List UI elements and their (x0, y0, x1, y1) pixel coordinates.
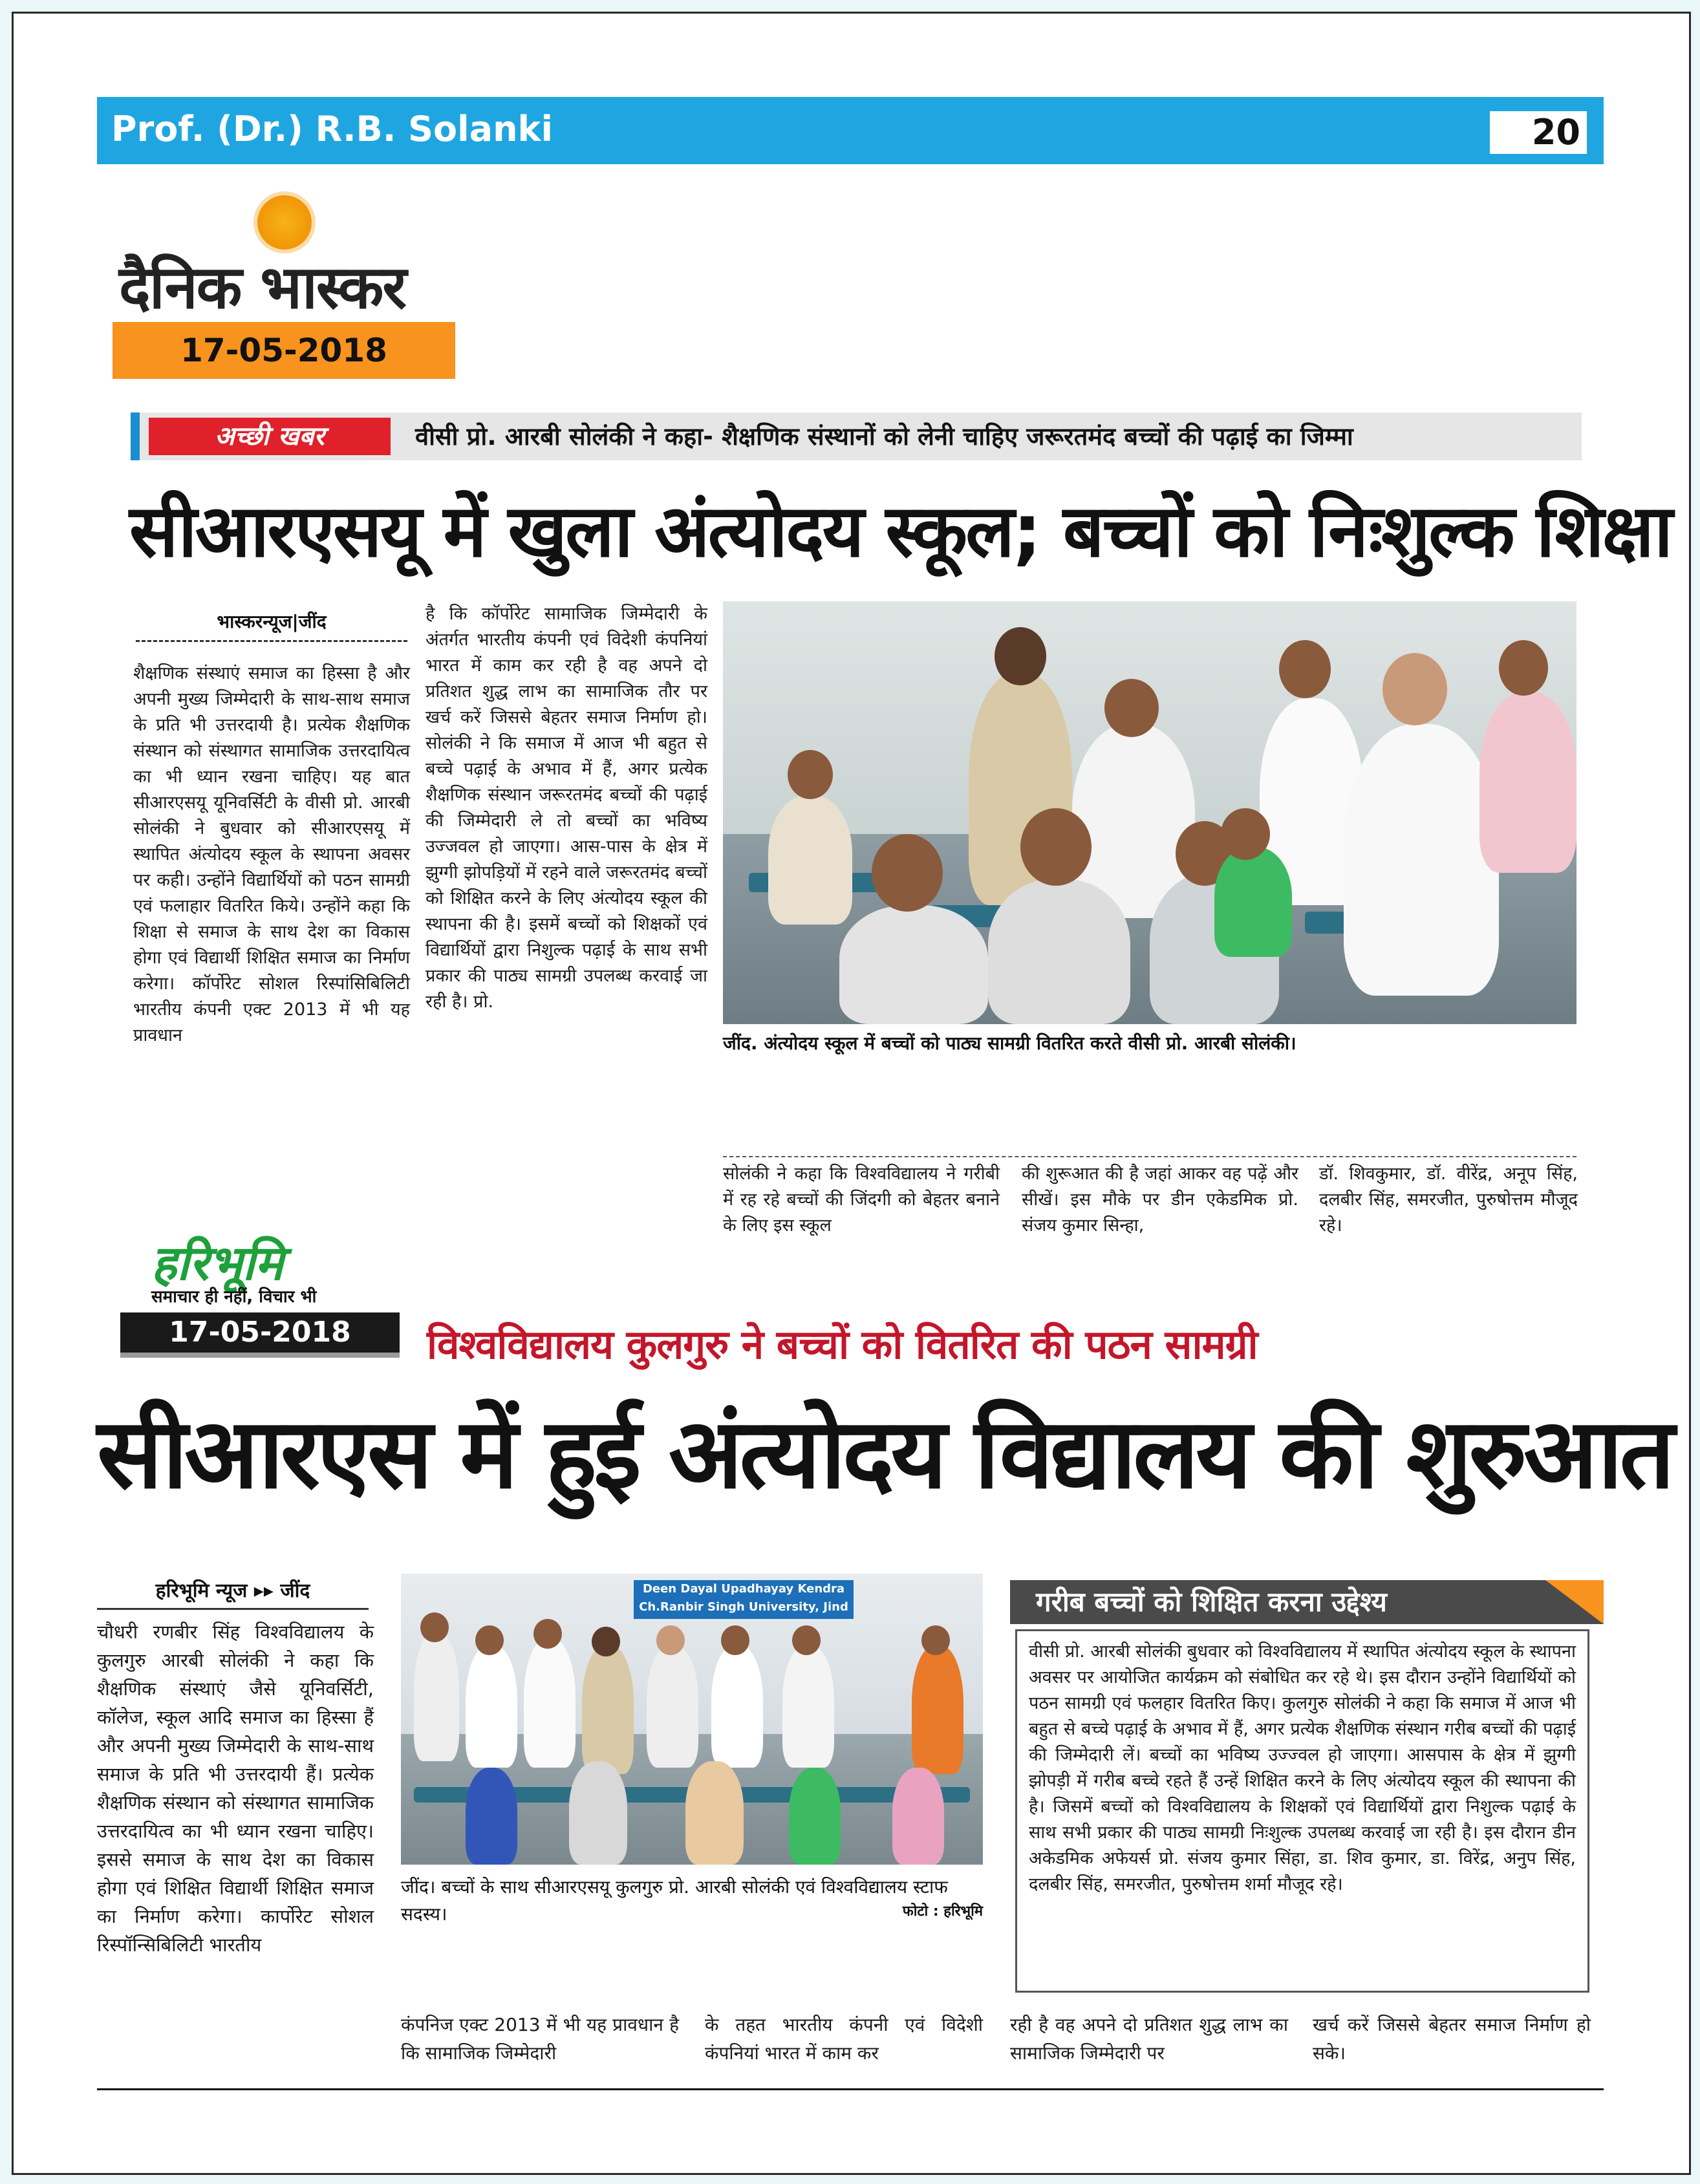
clipping2-photo-credit: फोटो : हरिभूमि (902, 1903, 983, 1920)
clipping2-bottom-col4: खर्च करें जिससे बेहतर समाज निर्माण हो सके। (1313, 2014, 1591, 2064)
clipping1-col2: है कि कॉर्पोरेट सामाजिक जिम्मेदारी के अंतर्गत भारतीय कंपनी एवं विदेशी कंपनियां भारत में काम कर रही है वह अपने दो प्रतिशत शुद्ध लाभ का सामाजिक तौर पर खर्च करें जिससे बेहतर समाज निर्माण हो। सोलंकी ने कि समाज में आज भी बहुत से बच्चे पढ़ाई के अभाव में हैं, अगर प्रत्येक शैक्षणिक संस्थान जरूरतमंद बच्चों की पढ़ाई की जिम्मेदारी ले तो बच्चों का भविष्य उज्जवल हो जाएगा। आस-पास के क्षेत्र में झुग्गी झोपड़ियों में रहने वाले जरूरतमंद बच्चों को शिक्षित करने के लिए अंत्योदय स्कूल की स्थापना की है। इसमें बच्चों को शिक्षकों एवं विद्यार्थियों द्वारा निशुल्क पढ़ाई के साथ सभी प्रकार की पाठ्य सामग्री उपलब्ध करवाई जा रही है। प्रो. (425, 604, 707, 1012)
banner-line1: Deen Dayal Upadhayay Kendra (642, 1582, 845, 1596)
clipping2-photo-caption: जींद। बच्चों के साथ सीआरएसयू कुलगुरु प्रो. आरबी सोलंकी एवं विश्वविद्यालय स्टाफ सदस्य। (401, 1876, 948, 1925)
clipping2-bottom-col3: रही है वह अपने दो प्रतिशत शुद्ध लाभ का सामाजिक जिम्मेदारी पर (1010, 2014, 1288, 2064)
clipping1-photo (723, 601, 1576, 1024)
author-name: Prof. (Dr.) R.B. Solanki (111, 109, 553, 149)
clipping1-col4: की शुरूआत की है जहां आकर वह पढ़ें और सीखें। इस मौके पर डीन एकेडमिक प्रो. संजय कुमार सिन्हा, (1022, 1164, 1298, 1236)
clipping2-bottom-col1: कंपनिज एक्ट 2013 में भी यह प्रावधान है कि सामाजिक जिम्मेदारी (401, 2014, 679, 2064)
sidebar-box-title (1010, 1580, 1604, 1624)
clipping1-kicker: वीसी प्रो. आरबी सोलंकी ने कहा- शैक्षणिक संस्थानों को लेनी चाहिए जरूरतमंद बच्चों की पढ़ाई का जिम्मा (415, 422, 1353, 451)
clipping1-col5: डॉ. शिवकुमार, डॉ. वीरेंद्र, अनूप सिंह, दलबीर सिंह, समरजीत, पुरुषोत्तम मौजूद रहे। (1319, 1164, 1578, 1236)
header-bar (97, 97, 1604, 164)
good-news-tag: अच्छी खबर (149, 418, 391, 455)
orange-corner-icon (1545, 1580, 1604, 1624)
banner-line2: Ch.Ranbir Singh University, Jind (639, 1600, 848, 1614)
sidebar-box: वीसी प्रो. आरबी सोलंकी बुधवार को विश्वविद्यालय में स्थापित अंत्योदय स्कूल के स्थापना अवसर पर आयोजित कार्यक्रम को संबोधित कर रहे थे। इस दौरान उन्होंने विद्यार्थियों को पठन सामग्री एवं फलहार वितरित किए। कुलगुरु सोलंकी ने कहा कि समाज में आज भी बहुत से बच्चे पढ़ाई के अभाव में हैं, अगर प्रत्येक शैक्षणिक संस्थान गरीब बच्चों की पढ़ाई की जिम्मेदारी लें। बच्चों का भविष्य उज्ज्वल हो जाएगा। आसपास के क्षेत्र में झुग्गी झोपड़ी में गरीब बच्चे रहते हैं उन्हें शिक्षित करने के लिए अंत्योदय स्कूल की स्थापना की है। जिसमें बच्चों को विश्वविद्यालय के शिक्षकों एवं विद्यार्थियों द्वारा निशुल्क पढ़ाई के साथ सभी प्रकार की पाठ्य सामग्री निःशुल्क उपलब्ध करवाई जा रही है। इस दौरान डीन अकेडमिक अफेयर्स प्रो. संजय कुमार सिंहा, डा. शिव कुमार, डा. विरेंद्र, अनुप सिंह, दलबीर सिंह, समरजीत, पुरुषोत्तम शर्मा मौजूद रहे। (1015, 1629, 1589, 1993)
clipping2-byline: हरिभूमि न्यूज ▸▸ जींद (97, 1576, 369, 1610)
clipping2-headline: सीआरएस में हुई अंत्योदय विद्यालय की शुरुआत (97, 1398, 1672, 1510)
clipping1-headline: सीआरएसयू में खुला अंत्योदय स्कूल; बच्चों को निःशुल्क शिक्षा (129, 489, 1672, 573)
clipping1-photo-caption: जींद. अंत्योदय स्कूल में बच्चों को पाठ्य सामग्री वितरित करते वीसी प्रो. आरबी सोलंकी। (723, 1033, 1297, 1054)
sidebar-box-title-text: गरीब बच्चों को शिक्षित करना उद्देश्य (1036, 1586, 1387, 1618)
clipping2-bottom-col2: के तहत भारतीय कंपनी एवं विदेशी कंपनियां भारत में काम कर (705, 2014, 983, 2064)
sun-logo-icon (257, 195, 312, 250)
haribhoomi-logo: हरिभूमि (151, 1236, 284, 1291)
dainik-bhaskar-logo: दैनिक भास्कर (119, 253, 406, 322)
accent-bar (131, 412, 140, 460)
clipping-page (97, 97, 1672, 2090)
clipping1-col1: शैक्षणिक संस्थाएं समाज का हिस्सा है और अपनी मुख्य जिम्मेदारी के साथ-साथ समाज के प्रति भी उत्तरदायी है। प्रत्येक शैक्षणिक संस्थान को संस्थागत सामाजिक उत्तरदायित्व का भी ध्यान रखना चाहिए। यह बात सीआरएसयू यूनिवर्सिटी के वीसी प्रो. आरबी सोलंकी ने बुधवार को सीआरएसयू में स्थापित अंत्योदय स्कूल के स्थापना अवसर पर कही। उन्होंने विद्यार्थियों को पठन सामग्री एवं फलाहार वितरित किये। उन्होंने कहा कि शिक्षा से समाज के साथ देश का विकास होगा एवं विद्यार्थी शिक्षित समाज का निर्माण करेगा। कॉर्पोरेट सोशल रिस्पांसिबिलिटी भारतीय कंपनी एक्ट 2013 में भी यह प्रावधान (133, 663, 410, 1045)
haribhoomi-tagline: समाचार ही नहीं, विचार भी (151, 1287, 317, 1307)
clipping1-kicker-row (131, 412, 1582, 460)
clipping2-kicker: विश्वविद्यालय कुलगुरु ने बच्चों को वितरित की पठन सामग्री (427, 1321, 1258, 1368)
caption-divider (723, 1156, 1576, 1157)
clipping1-date: 17-05-2018 (113, 322, 455, 379)
clipping2-col1: चौधरी रणबीर सिंह विश्वविद्यालय के कुलगुरु आरबी सोलंकी ने कहा कि शैक्षणिक संस्थाएं जैसे यूनिवर्सिटी, कॉलेज, स्कूल आदि समाज का हिस्सा हैं और अपनी मुख्य जिम्मेदारी के साथ-साथ समाज के प्रति भी उत्तरदायी हैं। प्रत्येक शैक्षणिक संस्थान को संस्थागत सामाजिक उत्तरदायित्व का भी ध्यान रखना चाहिए। इससे समाज के साथ देश का विकास होगा एवं शिक्षित विद्यार्थी शिक्षित समाज का निर्माण करेगा। कार्पोरेट सोशल रिस्पॉन्सिबिलिटी भारतीय (97, 1621, 374, 1956)
clipping2-photo (401, 1574, 983, 1865)
clipping1-byline: भास्करन्यूज|जींद (136, 609, 407, 642)
clipping2-date: 17-05-2018 (120, 1312, 400, 1358)
clipping1-col3: सोलंकी ने कहा कि विश्वविद्यालय ने गरीबी में रह रहे बच्चों की जिंदगी को बेहतर बनाने के लिए इस स्कूल (723, 1164, 1000, 1236)
page-number: 20 (1490, 111, 1587, 154)
